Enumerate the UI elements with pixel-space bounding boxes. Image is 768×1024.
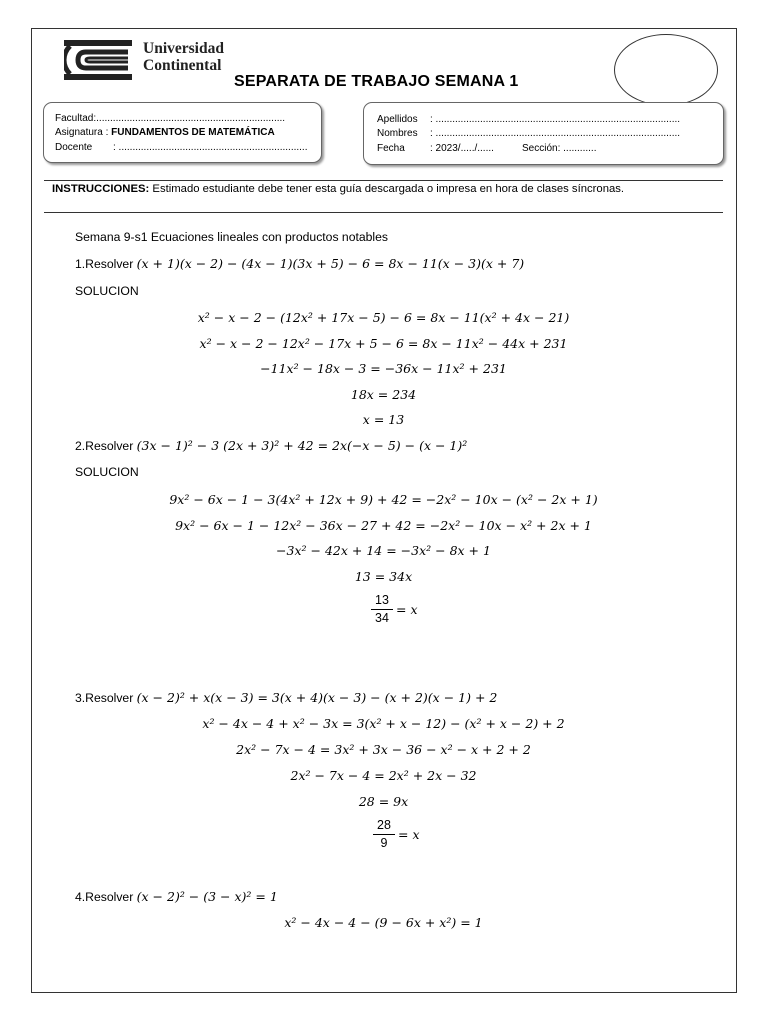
asignatura-label: Asignatura : <box>55 127 109 138</box>
p3-fraction-den: 9 <box>380 836 388 850</box>
p2-fraction <box>371 593 418 626</box>
p4-step-1: x² − 4x − 4 − (9 − 6x + x²) = 1 <box>284 915 483 930</box>
p1-step-1: x² − x − 2 − (12x² + 17x − 5) − 6 = 8x − 11(x² + 4x − 21) <box>197 310 570 325</box>
apellidos-label: Apellidos <box>377 114 418 125</box>
seccion-field: Sección: ............ <box>522 143 597 154</box>
university-logo-icon <box>64 38 132 82</box>
p3-fraction-bar <box>373 834 395 835</box>
p1-step-2: x² − x − 2 − 12x² − 17x + 5 − 6 = 8x − 11x² − 44x + 231 <box>199 336 568 351</box>
apellidos-value: : ........................................................................................ <box>430 114 681 125</box>
p3-fraction-num: 28 <box>377 818 391 832</box>
p2-step-3: −3x² − 42x + 14 = −3x² − 8x + 1 <box>276 543 491 558</box>
p2-fraction-den: 34 <box>375 611 389 625</box>
problem-2-prefix: 2.Resolver <box>75 439 137 453</box>
problem-3-prefix: 3.Resolver <box>75 691 137 705</box>
solution-label-1: SOLUCION <box>75 284 139 298</box>
nombres-field <box>377 128 680 139</box>
problem-3-statement: (x − 2)² + x(x − 3) = 3(x + 4)(x − 3) − (x + 2)(x − 1) + 2 <box>136 690 498 705</box>
docente-label: Docente <box>55 142 93 153</box>
instructions-text: Estimado estudiante debe tener esta guía descargada o impresa en hora de clases síncronas. <box>149 183 625 195</box>
section-title: Semana 9-s1 Ecuaciones lineales con productos notables <box>75 230 389 244</box>
p3-fraction <box>373 818 420 851</box>
facultad-value: .................................................................... <box>96 113 286 124</box>
photo-placeholder <box>614 34 718 106</box>
p2-step-4: 13 = 34x <box>354 569 413 584</box>
course-info-box <box>43 102 322 163</box>
problem-1-prefix: 1.Resolver <box>75 257 137 271</box>
p1-step-3: −11x² − 18x − 3 = −36x − 11x² + 231 <box>260 361 507 376</box>
problem-4-prefix: 4.Resolver <box>75 890 137 904</box>
fecha-field <box>377 143 596 154</box>
problem-4 <box>75 889 278 904</box>
problem-2 <box>75 438 467 453</box>
divider-top <box>44 180 723 181</box>
logo-line-1: Universidad <box>143 40 224 57</box>
p1-step-5: x = 13 <box>362 412 405 427</box>
p3-step-4: 28 = 9x <box>358 794 409 809</box>
docente-field <box>55 142 307 153</box>
instructions-label: INSTRUCCIONES: <box>52 183 150 195</box>
facultad-label: Facultad: <box>55 113 97 124</box>
p3-step-2: 2x² − 7x − 4 = 3x² + 3x − 36 − x² − x + 2 + 2 <box>236 742 531 757</box>
nombres-label: Nombres <box>377 128 418 139</box>
university-name <box>143 40 224 74</box>
p2-fraction-num: 13 <box>375 593 389 607</box>
p2-step-1: 9x² − 6x − 1 − 3(4x² + 12x + 9) + 42 = −2x² − 10x − (x² − 2x + 1) <box>169 492 598 507</box>
fecha-value: : 2023/...../...... <box>430 143 494 154</box>
nombres-value: : ........................................................................................ <box>430 128 681 139</box>
p1-step-4: 18x = 234 <box>350 387 417 402</box>
divider-bottom <box>44 212 723 213</box>
problem-3 <box>75 690 497 705</box>
fecha-label: Fecha <box>377 143 405 154</box>
facultad-field <box>55 113 285 124</box>
p3-step-1: x² − 4x − 4 + x² − 3x = 3(x² + x − 12) − (x² + x − 2) + 2 <box>202 716 565 731</box>
docente-value: : .................................................................... <box>113 142 308 153</box>
solution-label-2: SOLUCION <box>75 465 139 479</box>
problem-2-statement: (3x − 1)² − 3 (2x + 3)² + 42 = 2x(−x − 5) − (x − 1)² <box>136 438 468 453</box>
p2-step-2: 9x² − 6x − 1 − 12x² − 36x − 27 + 42 = −2x² − 10x − x² + 2x + 1 <box>175 518 592 533</box>
asignatura-field <box>55 127 275 138</box>
p3-step-3: 2x² − 7x − 4 = 2x² + 2x − 32 <box>290 768 477 783</box>
p3-fraction-rhs: = x <box>398 827 420 842</box>
student-info-box <box>363 102 724 165</box>
problem-1-statement: (x + 1)(x − 2) − (4x − 1)(3x + 5) − 6 = 8x − 11(x − 3)(x + 7) <box>136 256 525 271</box>
p2-fraction-rhs: = x <box>396 602 418 617</box>
p2-fraction-bar <box>371 609 393 610</box>
asignatura-value: FUNDAMENTOS DE MATEMÁTICA <box>111 127 275 138</box>
apellidos-field <box>377 114 680 125</box>
logo-line-2: Continental <box>143 57 222 74</box>
problem-4-statement: (x − 2)² − (3 − x)² = 1 <box>136 889 278 904</box>
document-title: SEPARATA DE TRABAJO SEMANA 1 <box>234 73 519 90</box>
instructions <box>52 183 624 195</box>
problem-1 <box>75 256 524 271</box>
